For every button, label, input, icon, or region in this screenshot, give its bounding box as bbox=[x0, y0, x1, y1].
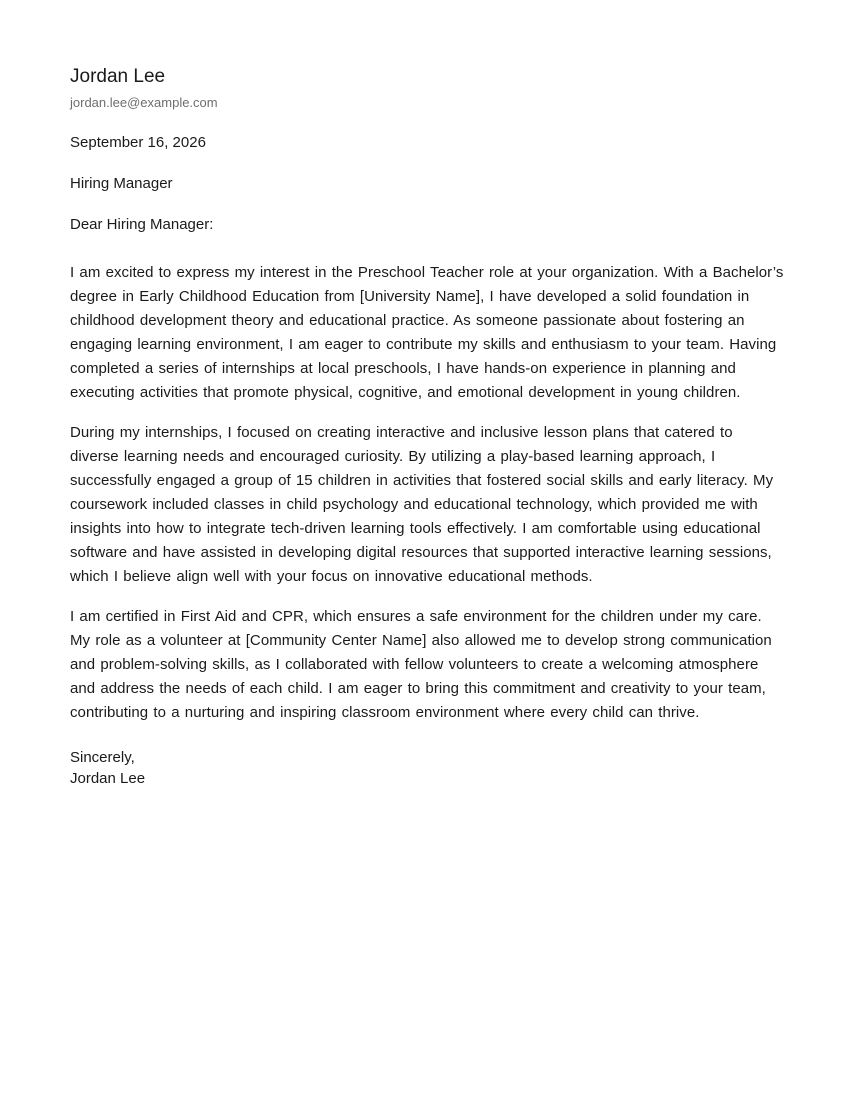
sender-email: jordan.lee@example.com bbox=[70, 95, 218, 110]
recipient: Hiring Manager bbox=[70, 175, 173, 192]
letter-body bbox=[70, 261, 786, 725]
body-paragraph-3: I am certified in First Aid and CPR, which ensures a safe environment for the children under my care. My role as a volunteer at [Community Center Name] also allowed me to develop strong communication and problem-solving skills, as I collaborated with fellow volunteers to create a welcoming atmosphere and address the needs of each child. I am eager to bring this commitment and creativity to your team, contributing to a nurturing and inspiring classroom environment where every child can thrive. bbox=[70, 608, 772, 721]
closing-block bbox=[70, 747, 780, 789]
body-paragraph-1: I am excited to express my interest in the Preschool Teacher role at your organization. With a Bachelor’s degree in Early Childhood Education from [University Name], I have developed a solid foundation in childhood development theory and educational practice. As someone passionate about fostering an engaging learning environment, I am eager to contribute my skills and enthusiasm to your team. Having completed a series of internships at local preschools, I have hands-on experience in planning and executing activities that promote physical, cognitive, and emotional development in young children. bbox=[70, 264, 784, 401]
salutation: Dear Hiring Manager: bbox=[70, 216, 214, 233]
body-paragraph-2: During my internships, I focused on creating interactive and inclusive lesson plans that catered to diverse learning needs and encouraged curiosity. By utilizing a play-based learning approach, I successfully engaged a group of 15 children in activities that fostered social skills and early literacy. My coursework included classes in child psychology and educational technology, which provided me with insights into how to integrate tech-driven learning tools effectively. I am comfortable using educational software and have assisted in developing digital resources that supported interactive learning sessions, which I believe align well with your focus on innovative educational methods. bbox=[70, 424, 774, 585]
letter-date: September 16, 2026 bbox=[70, 134, 206, 151]
closing-phrase: Sincerely, bbox=[70, 749, 135, 766]
signature-name: Jordan Lee bbox=[70, 770, 146, 787]
sender-name: Jordan Lee bbox=[70, 66, 166, 87]
